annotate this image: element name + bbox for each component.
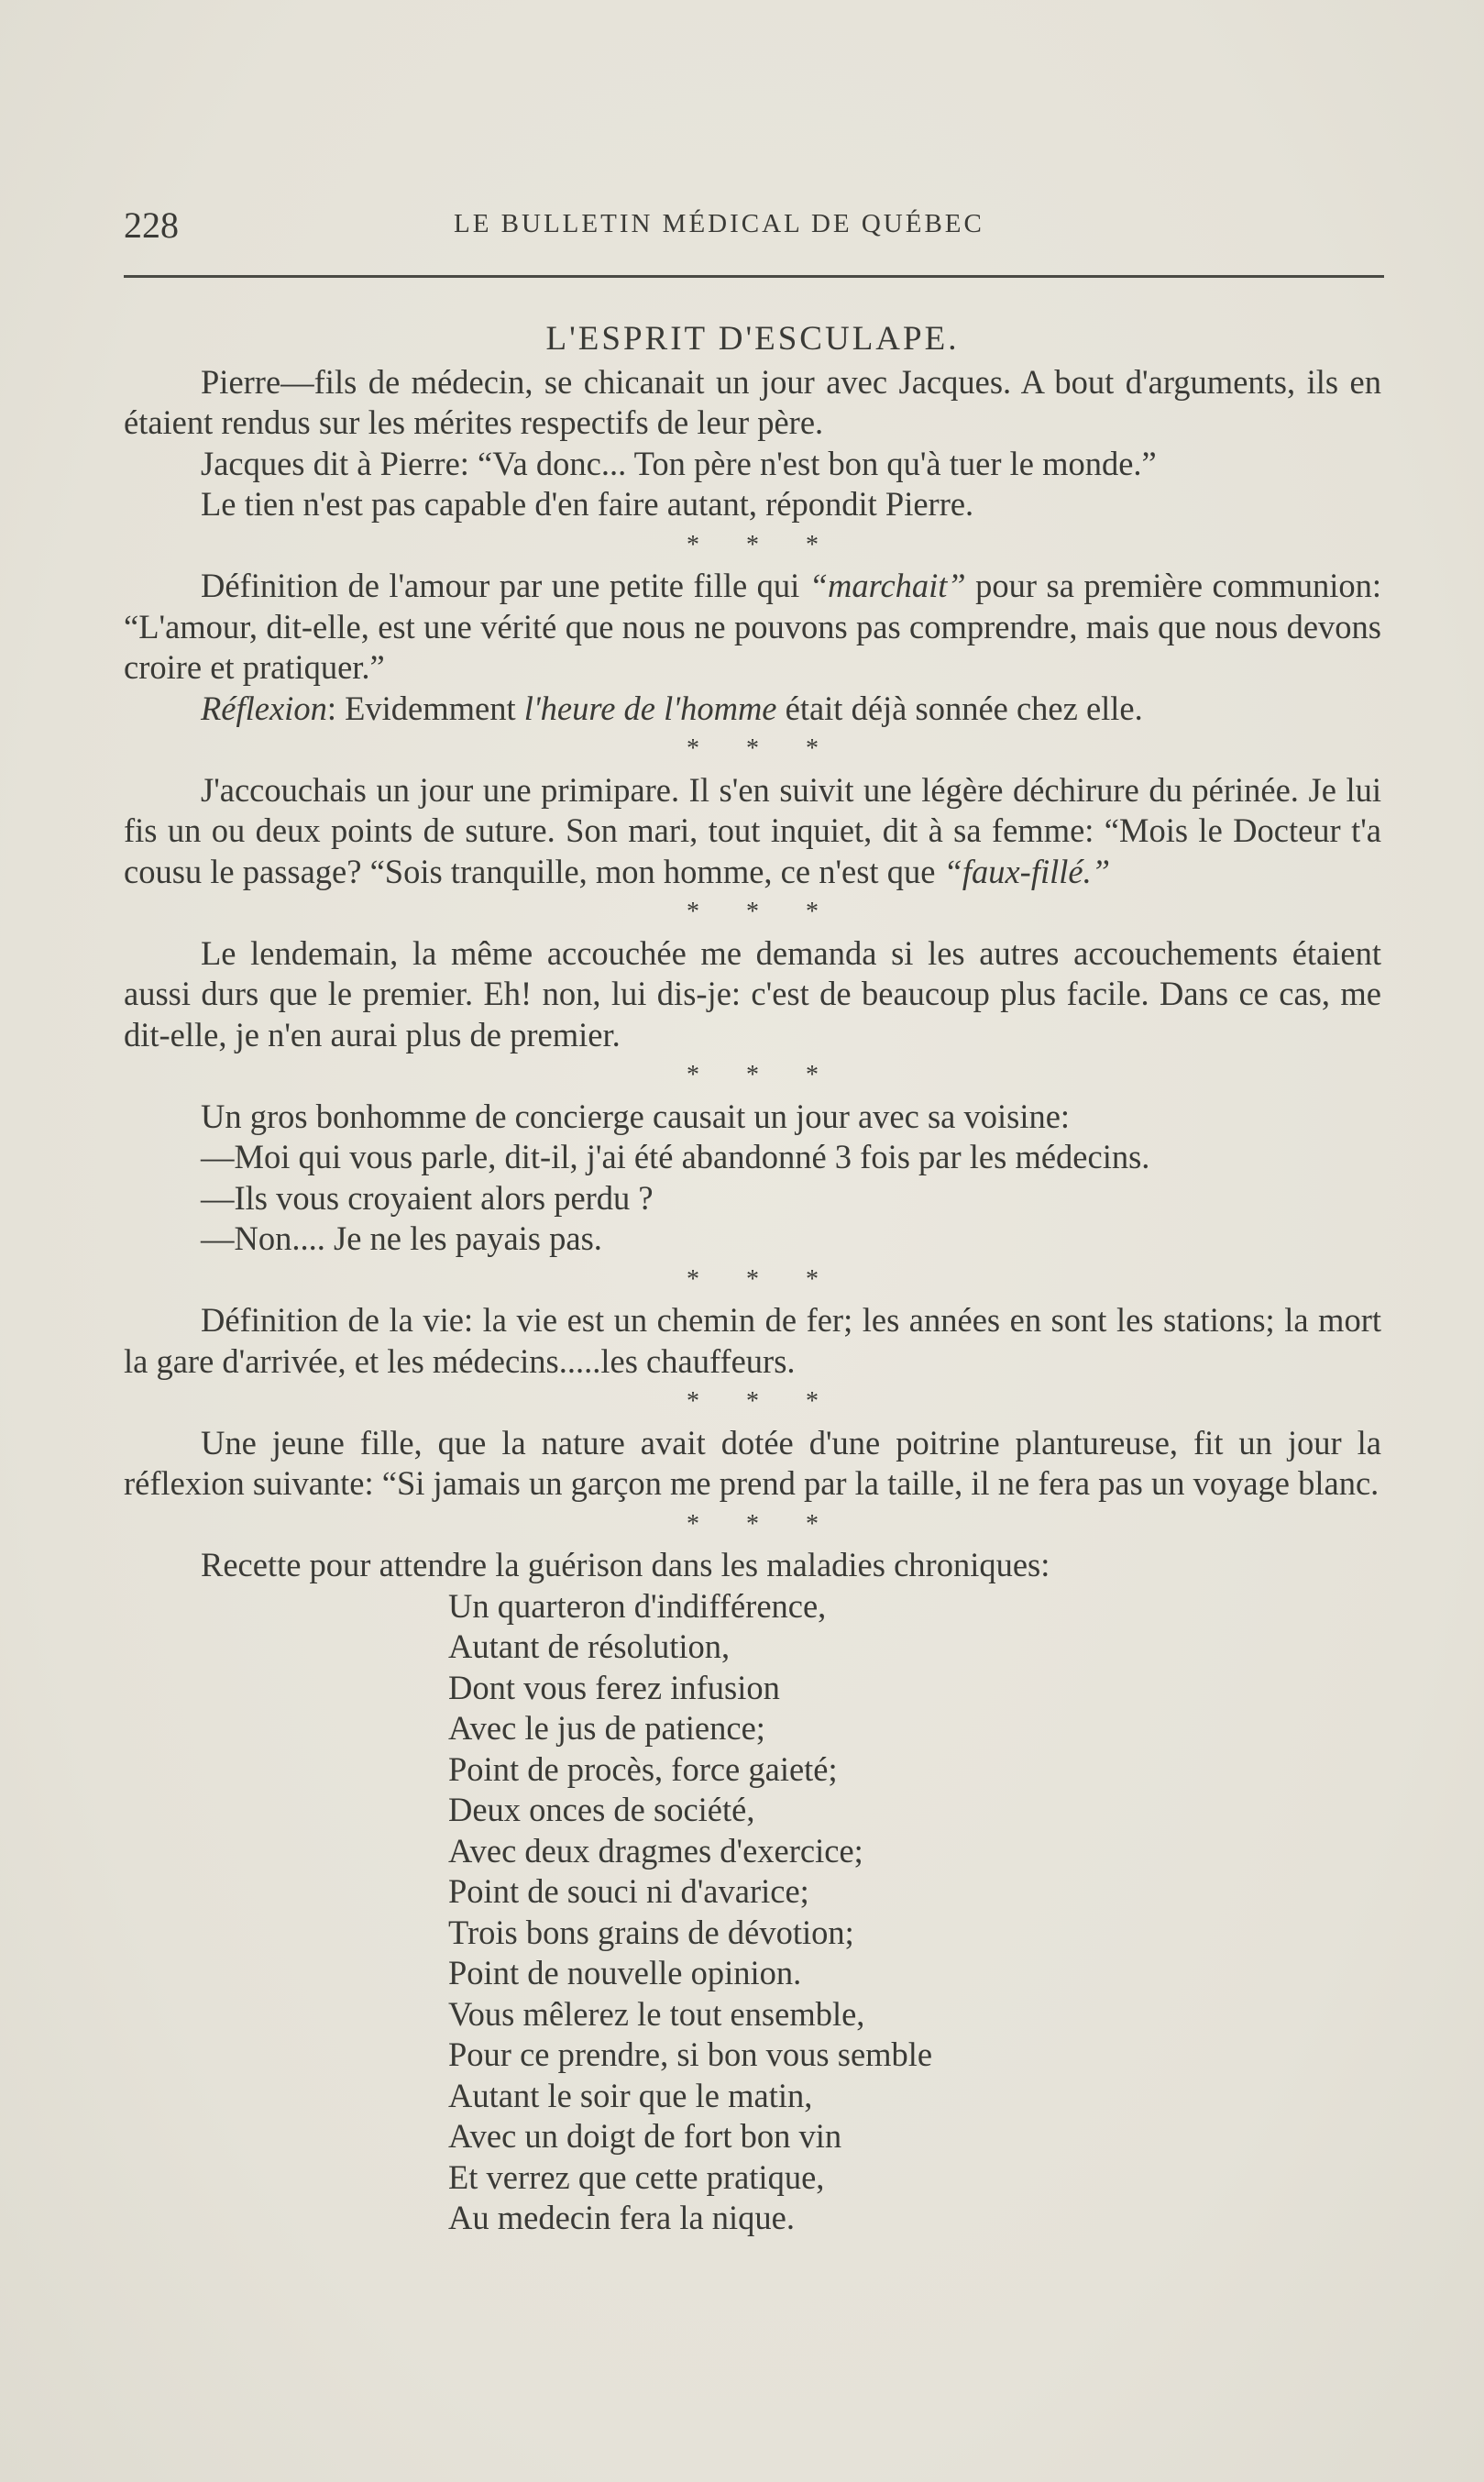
verse-line: Et verrez que cette pratique, — [448, 2157, 825, 2196]
verse-line: Deux onces de société, — [448, 1791, 755, 1828]
paragraph: J'accouchais un jour une primipare. Il s'en suivit une légère déchirure du périnée. Je lui fis un ou deux points de suture. Son mari, tout inquiet, dit à sa femme: “Mois le Docteur t'a cousu le passage? “Sois tranquille, mon homme, ce n'est que “faux-fillé.” — [124, 770, 1381, 890]
paragraph: —Moi qui vous parle, dit-il, j'ai été abandonné 3 fois par les médecins. — [201, 1138, 1150, 1175]
anecdote-definition-amour — [124, 566, 1381, 729]
section-separator: * * * — [687, 1509, 839, 1539]
verse-line: Dont vous ferez infusion — [448, 1668, 780, 1706]
verse-line: Autant de résolution, — [448, 1627, 731, 1665]
verse-line: Avec un doigt de fort bon vin — [448, 2117, 842, 2155]
verse-line: Pour ce prendre, si bon vous semble — [448, 2035, 933, 2073]
verse-line: Point de procès, force gaieté; — [448, 1749, 838, 1788]
verse-line: Vous mêlerez le tout ensemble, — [448, 1994, 865, 2033]
paragraph: Un gros bonhomme de concierge causait un jour avec sa voisine: — [201, 1097, 1071, 1135]
page-header — [124, 204, 1384, 249]
recipe-verse — [448, 1586, 1381, 2239]
paragraph: Pierre—fils de médecin, se chicanait un jour avec Jacques. A bout d'arguments, ils en étaient rendus sur les mérites respectifs de leur père. — [124, 362, 1381, 441]
paragraph: Le lendemain, la même accouchée me demanda si les autres accouchements étaient aussi durs que le premier. Eh! non, lui dis-je: c'est de beaucoup plus facile. Dans ce cas, me dit-elle, je n'en aurai plus de premier. — [124, 933, 1381, 1053]
paragraph: Une jeune fille, que la nature avait dotée d'une poitrine plantureuse, fit un jour la réflexion suivante: “Si jamais un garçon me prend par la taille, il ne fera pas un voyage blanc. — [124, 1423, 1381, 1502]
section-separator: * * * — [687, 1061, 839, 1089]
section-separator: * * * — [687, 898, 839, 926]
verse-line: Point de nouvelle opinion. — [448, 1954, 802, 1991]
paragraph: Le tien n'est pas capable d'en faire autant, répondit Pierre. — [201, 485, 974, 523]
section-separator: * * * — [687, 1387, 839, 1416]
verse-line: Trois bons grains de dévotion; — [448, 1913, 854, 1951]
paragraph: —Non.... Je ne les payais pas. — [201, 1219, 602, 1257]
article-title: L'ESPRIT D'ESCULAPE. — [545, 320, 960, 358]
anecdote-lendemain — [124, 933, 1381, 1056]
verse-line: Point de souci ni d'avarice; — [448, 1872, 809, 1910]
paragraph: Jacques dit à Pierre: “Va donc... Ton père n'est bon qu'à tuer le monde.” — [201, 444, 1157, 482]
page-number: 228 — [124, 204, 179, 246]
article — [124, 319, 1381, 2239]
paragraph: Recette pour attendre la guérison dans les maladies chroniques: — [201, 1546, 1050, 1583]
section-separator: * * * — [687, 1264, 839, 1294]
anecdote-pierre-jacques — [124, 362, 1381, 525]
verse-line: Un quarteron d'indifférence, — [448, 1586, 827, 1625]
recette-maladies-chroniques — [124, 1545, 1381, 2239]
running-title: LE BULLETIN MÉDICAL DE QUÉBEC — [454, 209, 984, 238]
header-rule — [124, 275, 1384, 278]
paragraph: —Ils vous croyaient alors perdu ? — [201, 1178, 654, 1217]
paragraph: Définition de l'amour par une petite fille qui “marchait” pour sa première communion: “L'amour, dit-elle, est une vérité que nous ne pouvons pas comprendre, mais que nous devons croire et pratiquer.” — [124, 567, 1381, 686]
verse-line: Au medecin fera la nique. — [448, 2199, 796, 2236]
anecdote-concierge — [124, 1097, 1381, 1260]
anecdote-definition-vie — [124, 1300, 1381, 1382]
section-separator: * * * — [687, 734, 839, 763]
verse-line: Avec le jus de patience; — [448, 1709, 765, 1747]
verse-line: Avec deux dragmes d'exercice; — [448, 1831, 863, 1870]
anecdote-jeune-fille — [124, 1423, 1381, 1505]
verse-line: Autant le soir que le matin, — [448, 2076, 813, 2114]
paragraph: Définition de la vie: la vie est un chemin de fer; les années en sont les stations; la mort la gare d'arrivée, et les médecins.....les chauffeurs. — [124, 1301, 1381, 1380]
paragraph: Réflexion: Evidemment l'heure de l'homme était déjà sonnée chez elle. — [201, 689, 1143, 727]
anecdote-primipare — [124, 770, 1381, 893]
section-separator: * * * — [687, 530, 839, 559]
